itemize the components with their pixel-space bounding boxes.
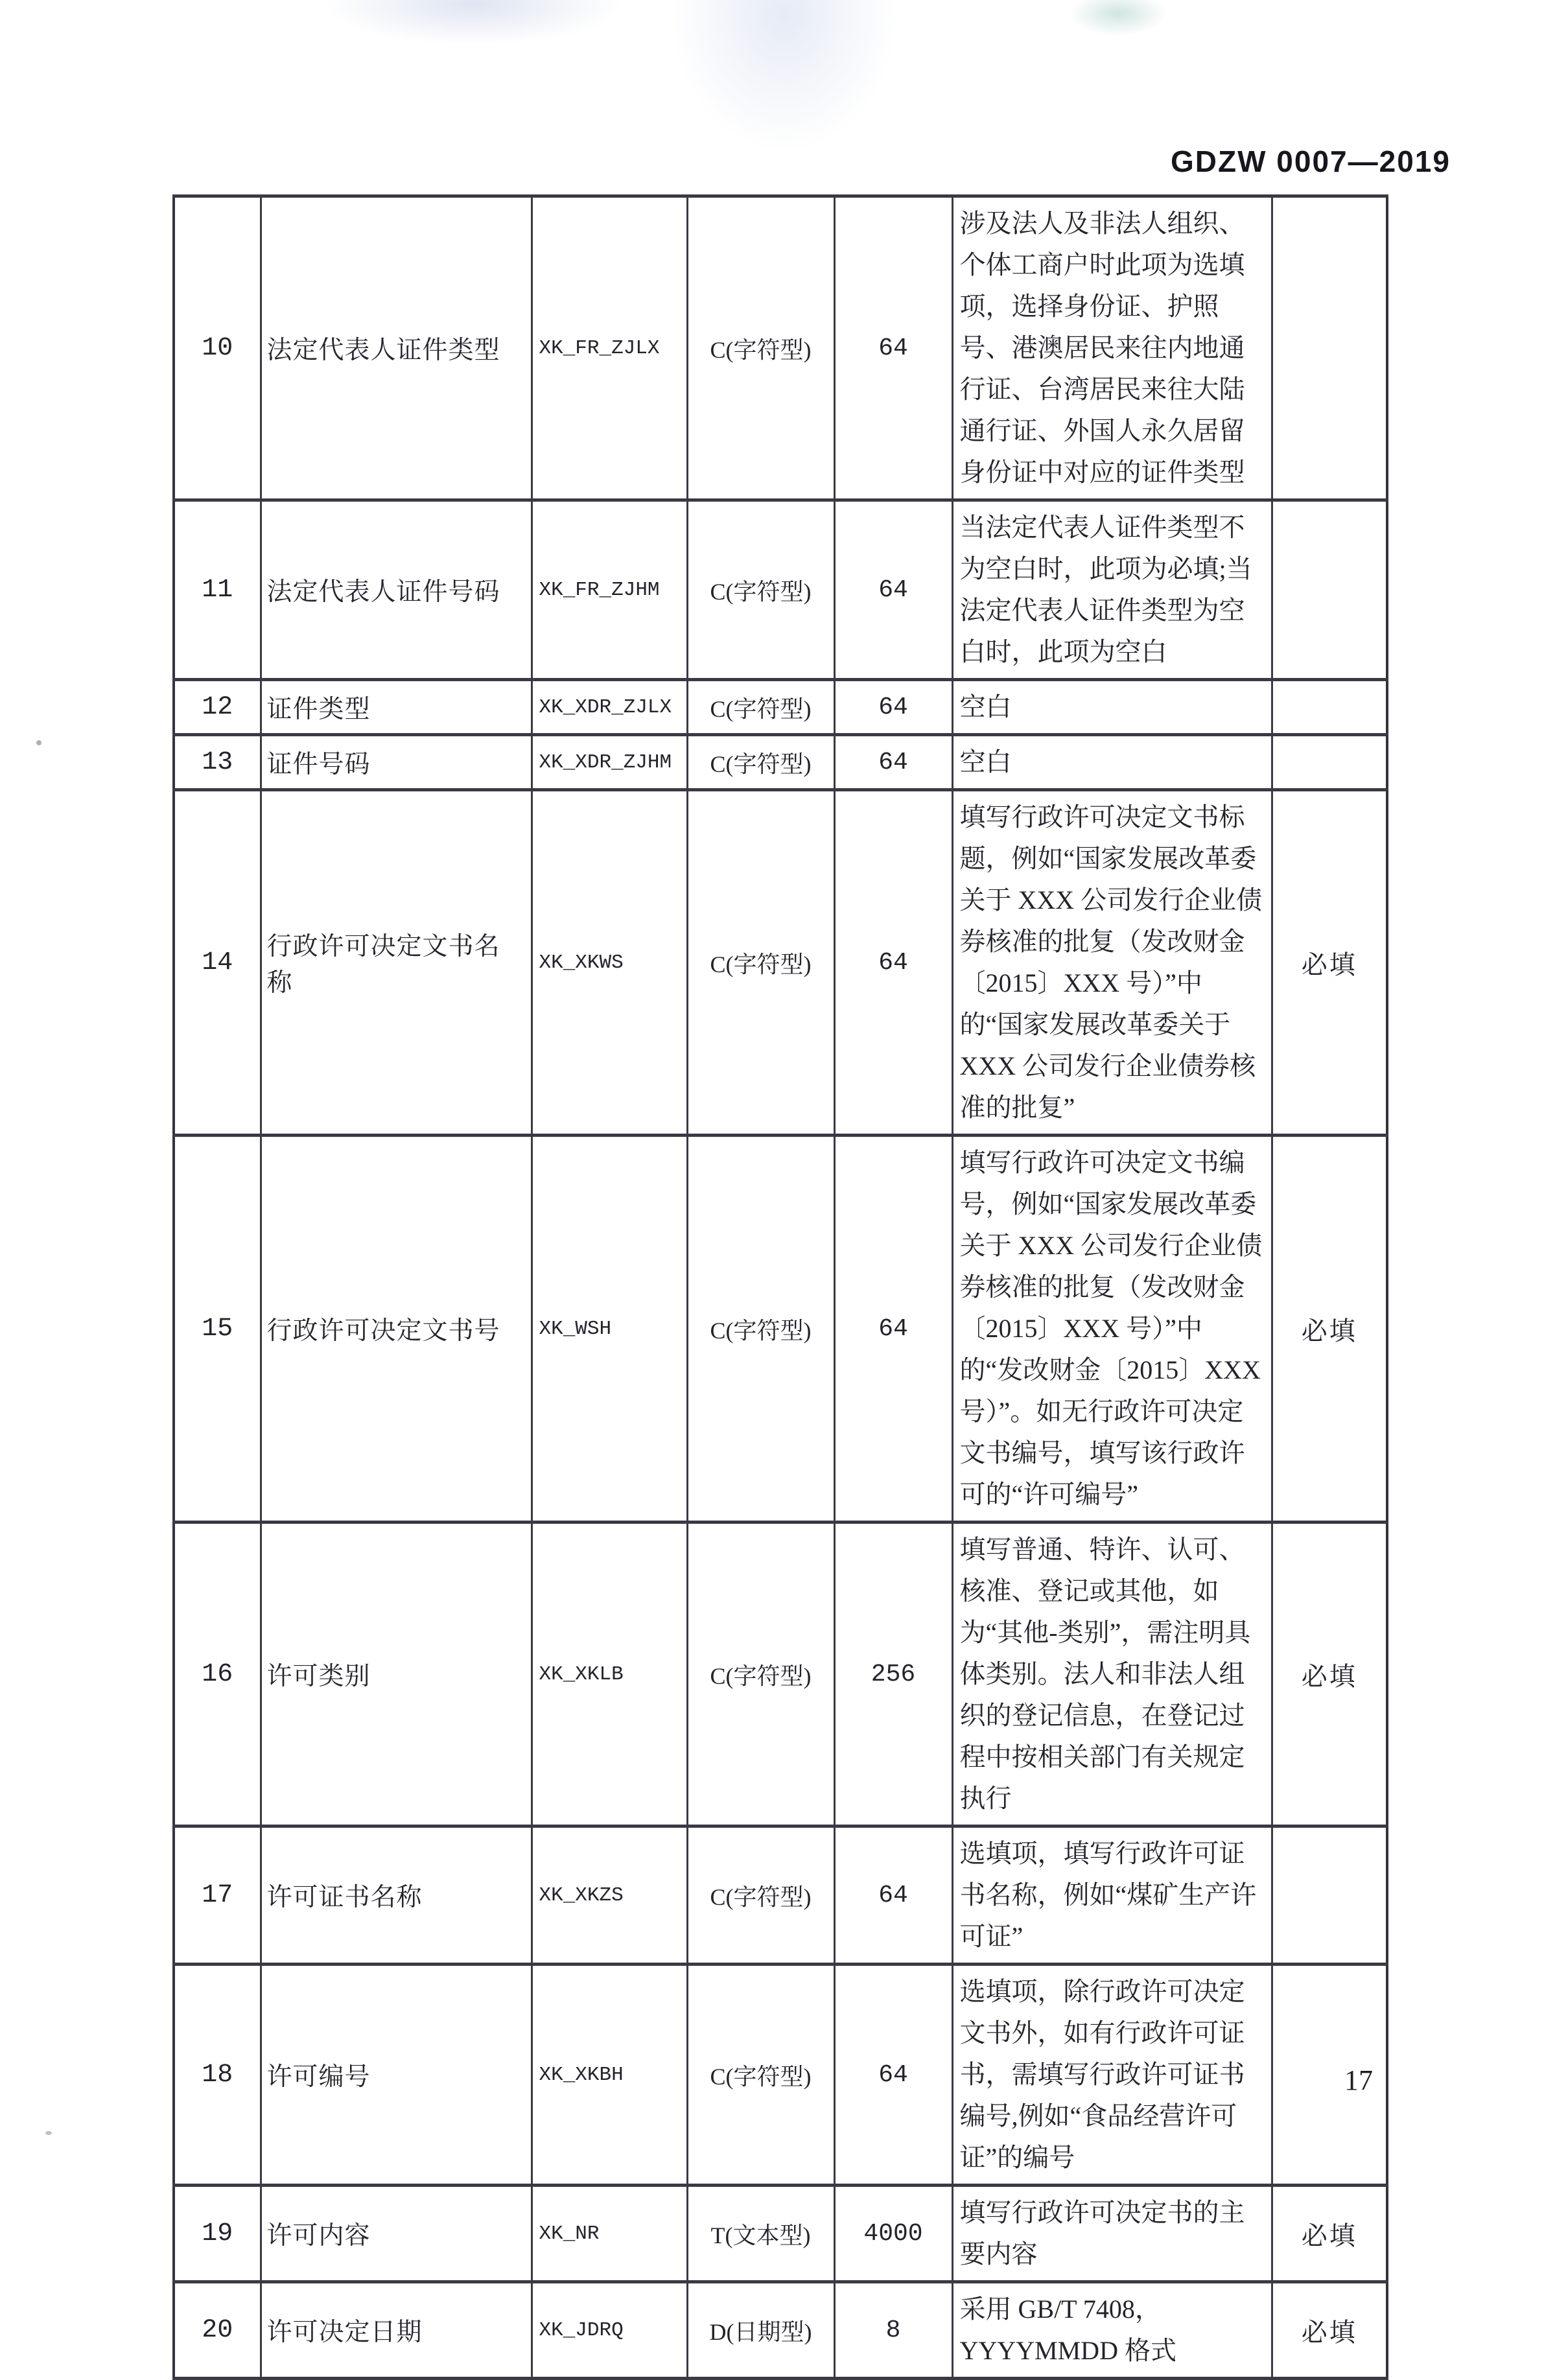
scan-smudge <box>674 0 895 149</box>
table-row <box>174 790 1387 1136</box>
data-dictionary-table <box>172 194 1388 2380</box>
name-cell: 许可证书名称 <box>261 1826 532 1965</box>
seq-cell: 12 <box>174 680 261 735</box>
table-row <box>174 500 1387 680</box>
name-cell: 证件类型 <box>261 680 532 735</box>
length-cell: 64 <box>834 1965 952 2186</box>
seq-cell: 18 <box>174 1965 261 2186</box>
required-cell: 必填 <box>1272 2186 1387 2282</box>
length-cell: 64 <box>834 500 952 680</box>
type-cell: C(字符型) <box>687 1522 834 1826</box>
table-row <box>174 1965 1387 2186</box>
type-cell: C(字符型) <box>687 1826 834 1965</box>
name-cell: 许可内容 <box>261 2186 532 2282</box>
seq-cell: 17 <box>174 1826 261 1965</box>
length-cell: 64 <box>834 1136 952 1522</box>
length-cell: 64 <box>834 196 952 500</box>
name-cell: 法定代表人证件号码 <box>261 500 532 680</box>
standard-number: GDZW 0007—2019 <box>1171 145 1451 178</box>
seq-cell: 19 <box>174 2186 261 2282</box>
length-cell: 64 <box>834 790 952 1136</box>
length-cell: 256 <box>834 1522 952 1826</box>
table-row <box>174 735 1387 790</box>
scan-speck <box>45 2131 52 2135</box>
seq-cell: 10 <box>174 196 261 500</box>
seq-cell: 13 <box>174 735 261 790</box>
type-cell: C(字符型) <box>687 1965 834 2186</box>
desc-cell: 采用 GB/T 7408，YYYYMMDD 格式 <box>952 2282 1272 2379</box>
desc-cell: 填写行政许可决定文书标题，例如“国家发展改革委关于 XXX 公司发行企业债券核准的批复（发改财金〔2015〕XXX 号）”中的“国家发展改革委关于 XXX 公司发行企业债券核准的批复” <box>952 790 1272 1136</box>
code-cell: XK_XDR_ZJLX <box>532 680 687 735</box>
table-row <box>174 2282 1387 2379</box>
desc-cell: 填写普通、特许、认可、核准、登记或其他，如为“其他-类别”，需注明具体类别。法人和非法人组织的登记信息，在登记过程中按相关部门有关规定执行 <box>952 1522 1272 1826</box>
desc-cell: 空白 <box>952 680 1272 735</box>
desc-cell: 当法定代表人证件类型不为空白时，此项为必填;当法定代表人证件类型为空白时，此项为空白 <box>952 500 1272 680</box>
type-cell: D(日期型) <box>687 2282 834 2379</box>
name-cell: 许可决定日期 <box>261 2282 532 2379</box>
name-cell: 法定代表人证件类型 <box>261 196 532 500</box>
length-cell: 4000 <box>834 2186 952 2282</box>
required-cell: 必填 <box>1272 2282 1387 2379</box>
code-cell: XK_XDR_ZJHM <box>532 735 687 790</box>
length-cell: 64 <box>834 735 952 790</box>
scan-speck <box>36 740 41 745</box>
name-cell: 许可编号 <box>261 1965 532 2186</box>
required-cell <box>1272 500 1387 680</box>
name-cell: 行政许可决定文书名称 <box>261 790 532 1136</box>
page-number: 17 <box>1344 2064 1373 2096</box>
scan-smudge <box>324 0 622 45</box>
required-cell <box>1272 196 1387 500</box>
type-cell: C(字符型) <box>687 500 834 680</box>
seq-cell: 11 <box>174 500 261 680</box>
length-cell: 64 <box>834 680 952 735</box>
seq-cell: 16 <box>174 1522 261 1826</box>
desc-cell: 空白 <box>952 735 1272 790</box>
code-cell: XK_JDRQ <box>532 2282 687 2379</box>
table-row <box>174 1522 1387 1826</box>
table-row <box>174 680 1387 735</box>
code-cell: XK_XKWS <box>532 790 687 1136</box>
table-row <box>174 1136 1387 1522</box>
required-cell <box>1272 735 1387 790</box>
table-row <box>174 196 1387 500</box>
desc-cell: 涉及法人及非法人组织、个体工商户时此项为选填项，选择身份证、护照号、港澳居民来往内地通行证、台湾居民来往大陆通行证、外国人永久居留身份证中对应的证件类型 <box>952 196 1272 500</box>
length-cell: 64 <box>834 1826 952 1965</box>
required-cell <box>1272 680 1387 735</box>
table-row <box>174 2186 1387 2282</box>
name-cell: 行政许可决定文书号 <box>261 1136 532 1522</box>
code-cell: XK_WSH <box>532 1136 687 1522</box>
desc-cell: 选填项，填写行政许可证书名称，例如“煤矿生产许可证” <box>952 1826 1272 1965</box>
name-cell: 证件号码 <box>261 735 532 790</box>
type-cell: C(字符型) <box>687 1136 834 1522</box>
desc-cell: 填写行政许可决定文书编号，例如“国家发展改革委关于 XXX 公司发行企业债券核准的批复（发改财金〔2015〕XXX 号）”中的“发改财金〔2015〕XXX 号）”。如无行政许可决定文书编号，填写该行政许可的“许可编号” <box>952 1136 1272 1522</box>
type-cell: C(字符型) <box>687 196 834 500</box>
length-cell: 8 <box>834 2282 952 2379</box>
type-cell: C(字符型) <box>687 735 834 790</box>
seq-cell: 14 <box>174 790 261 1136</box>
seq-cell: 15 <box>174 1136 261 1522</box>
code-cell: XK_FR_ZJLX <box>532 196 687 500</box>
code-cell: XK_XKZS <box>532 1826 687 1965</box>
desc-cell: 选填项，除行政许可决定文书外，如有行政许可证书，需填写行政许可证书编号,例如“食品经营许可证”的编号 <box>952 1965 1272 2186</box>
table-row <box>174 1826 1387 1965</box>
type-cell: C(字符型) <box>687 790 834 1136</box>
required-cell: 必填 <box>1272 790 1387 1136</box>
seq-cell: 20 <box>174 2282 261 2379</box>
code-cell: XK_XKLB <box>532 1522 687 1826</box>
code-cell: XK_NR <box>532 2186 687 2282</box>
code-cell: XK_FR_ZJHM <box>532 500 687 680</box>
required-cell: 必填 <box>1272 1136 1387 1522</box>
required-cell <box>1272 1826 1387 1965</box>
desc-cell: 填写行政许可决定书的主要内容 <box>952 2186 1272 2282</box>
type-cell: T(文本型) <box>687 2186 834 2282</box>
name-cell: 许可类别 <box>261 1522 532 1826</box>
scan-smudge <box>1070 0 1167 36</box>
type-cell: C(字符型) <box>687 680 834 735</box>
required-cell: 必填 <box>1272 1522 1387 1826</box>
code-cell: XK_XKBH <box>532 1965 687 2186</box>
